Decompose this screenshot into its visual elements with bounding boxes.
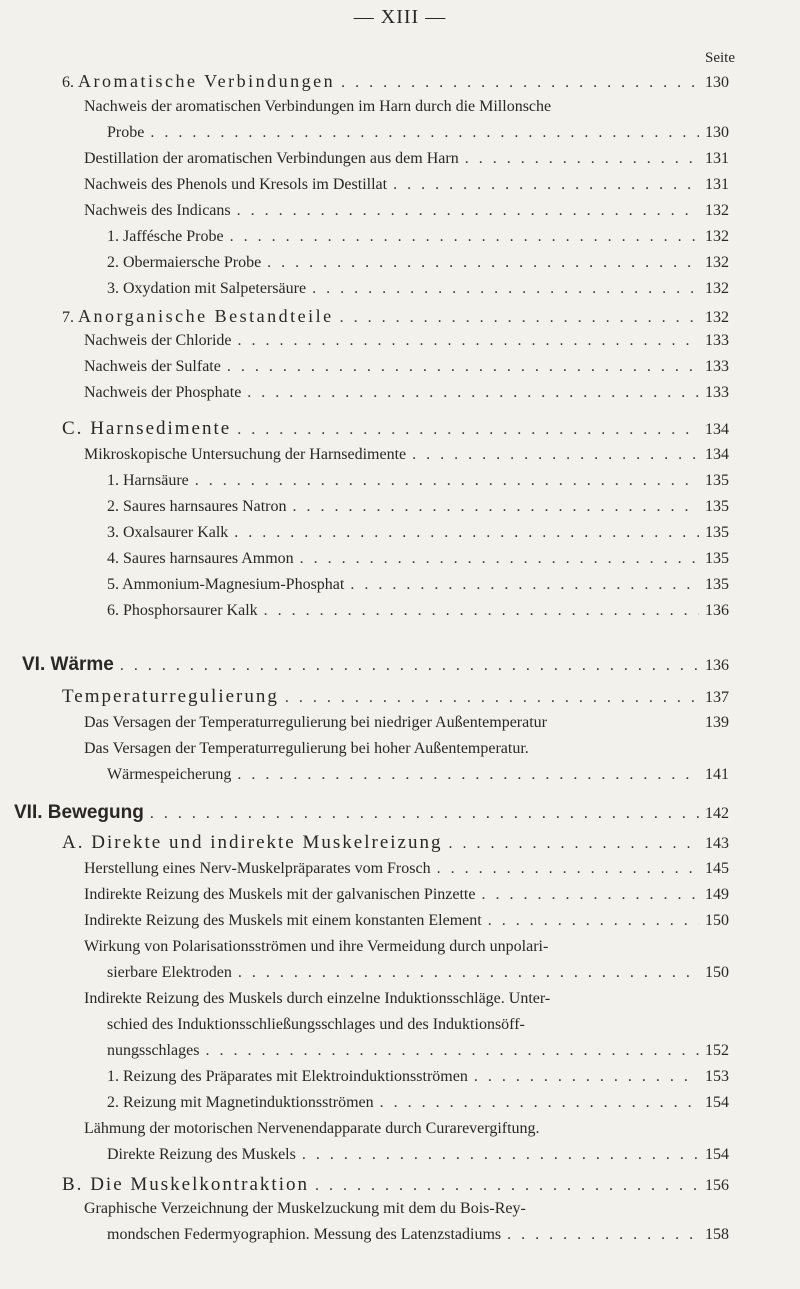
entry-label: Nachweis der Phosphate	[84, 384, 242, 401]
toc-entry	[84, 446, 735, 464]
leader-dots	[237, 421, 699, 439]
section-title: Temperaturregulierung	[62, 686, 279, 707]
toc-entry	[107, 228, 735, 246]
entry-continuation: schied des Induktionsschließungsschlages und des Induktionsöff-	[107, 1016, 525, 1033]
entry-number: 1.	[107, 228, 119, 245]
page-number: 135	[705, 550, 729, 567]
toc-entry	[107, 1146, 735, 1164]
toc-entry	[107, 498, 735, 516]
leader-dots	[285, 689, 699, 707]
entry-continuation: Das Versagen der Temperaturregulierung bei hoher Außentemperatur.	[84, 740, 529, 757]
entry-label: Herstellung eines Nerv-Muskelpräparates vom Frosch	[84, 860, 431, 877]
leader-dots	[437, 860, 699, 878]
entry-label: Nachweis des Indicans	[84, 202, 231, 219]
leader-dots	[340, 309, 699, 327]
entry-label: Saures harnsaures Natron	[123, 498, 287, 515]
toc-entry	[107, 524, 735, 542]
entry-label: Wärmespeicherung	[107, 766, 232, 783]
page-number: 158	[705, 1226, 729, 1243]
leader-dots	[488, 912, 699, 930]
leader-dots	[267, 254, 699, 272]
page-column-label: Seite	[705, 50, 735, 66]
page-number: 137	[705, 689, 729, 706]
entry-number: 2.	[107, 498, 119, 515]
page-number: 143	[705, 835, 729, 852]
page-number: 135	[705, 576, 729, 593]
entry-continuation: Graphische Verzeichnung der Muskelzuckung mit dem du Bois-Rey-	[84, 1200, 526, 1217]
entry-continuation: Indirekte Reizung des Muskels durch einzelne Induktionsschläge. Unter-	[84, 990, 551, 1007]
section-title: Direkte und indirekte Muskelreizung	[91, 832, 443, 853]
page-header: — XIII —	[353, 6, 447, 28]
toc-section	[62, 418, 735, 440]
leader-dots	[234, 524, 699, 542]
toc-entry	[107, 964, 735, 982]
entry-label: Probe	[107, 124, 145, 141]
leader-dots	[238, 332, 699, 350]
entry-label: Jaffésche Probe	[123, 228, 224, 245]
leader-dots	[237, 202, 699, 220]
entry-label: Anorganische Bestandteile	[78, 306, 334, 326]
page-number: 136	[705, 602, 729, 619]
page-number: 154	[705, 1146, 729, 1163]
toc-entry	[84, 202, 735, 220]
entry-number: 2.	[107, 1094, 119, 1111]
page-number: 156	[705, 1177, 729, 1194]
toc-entry	[107, 602, 735, 620]
entry-label: Das Versagen der Temperaturregulierung bei niedriger Außentemperatur	[84, 714, 547, 731]
toc-entry	[84, 384, 735, 402]
toc-section	[62, 832, 735, 854]
entry-continuation: Lähmung der motorischen Nervenendapparate durch Curarevergiftung.	[84, 1120, 540, 1137]
entry-label: Mikroskopische Untersuchung der Harnsedimente	[84, 446, 407, 463]
leader-dots	[465, 150, 699, 168]
toc-entry	[84, 860, 735, 878]
entry-number: 3.	[107, 524, 119, 541]
leader-dots	[312, 280, 699, 298]
leader-dots	[247, 384, 699, 402]
entry-label: Destillation der aromatischen Verbindungen aus dem Harn	[84, 150, 459, 167]
page-number: 132	[705, 228, 729, 245]
leader-dots	[300, 550, 699, 568]
toc-entry	[107, 1094, 735, 1112]
toc-chapter	[22, 654, 735, 676]
leader-dots	[341, 74, 699, 92]
entry-label: Direkte Reizung des Muskels	[107, 1146, 296, 1163]
toc-entry	[84, 912, 735, 930]
entry-label: Harnsäure	[123, 472, 189, 489]
chapter-title: Wärme	[50, 654, 114, 675]
leader-dots	[195, 472, 699, 490]
page-number: 133	[705, 384, 729, 401]
toc-entry	[107, 254, 735, 272]
page-number: 136	[705, 657, 729, 674]
toc-entry	[84, 332, 735, 350]
leader-dots	[227, 358, 699, 376]
toc-entry	[107, 280, 735, 298]
leader-dots	[302, 1146, 699, 1164]
entry-label: sierbare Elektroden	[107, 964, 232, 981]
leader-dots	[150, 805, 699, 823]
leader-dots	[315, 1177, 699, 1195]
entry-label: Saures harnsaures Ammon	[123, 550, 294, 567]
entry-number: 6.	[62, 74, 74, 91]
entry-number: 1.	[107, 1068, 119, 1085]
page-number: 131	[705, 176, 729, 193]
page-number: 153	[705, 1068, 729, 1085]
page-number: 135	[705, 498, 729, 515]
page-number: 141	[705, 766, 729, 783]
page-number: 134	[705, 446, 729, 463]
leader-dots	[474, 1068, 699, 1086]
leader-dots	[120, 657, 699, 675]
leader-dots	[237, 766, 699, 784]
entry-label: Nachweis der Sulfate	[84, 358, 221, 375]
section-letter: B.	[62, 1174, 84, 1195]
leader-dots	[150, 124, 699, 142]
page-number: 130	[705, 124, 729, 141]
leader-dots	[380, 1094, 699, 1112]
entry-number: 3.	[107, 280, 119, 297]
entry-label: Indirekte Reizung des Muskels mit der galvanischen Pinzette	[84, 886, 476, 903]
entry-number: 1.	[107, 472, 119, 489]
page-number: 142	[705, 805, 729, 822]
toc-section	[62, 686, 735, 708]
leader-dots	[293, 498, 700, 516]
entry-label: Indirekte Reizung des Muskels mit einem konstanten Element	[84, 912, 482, 929]
page-number: 135	[705, 524, 729, 541]
toc-entry	[107, 766, 735, 784]
toc-entry	[84, 176, 735, 194]
entry-continuation: Nachweis der aromatischen Verbindungen im Harn durch die Millonsche	[84, 98, 552, 115]
chapter-number: VI.	[22, 654, 46, 675]
entry-label: Nachweis des Phenols und Kresols im Destillat	[84, 176, 388, 193]
section-title: Harnsedimente	[90, 418, 232, 439]
toc-entry	[107, 550, 735, 568]
entry-label: Aromatische Verbindungen	[78, 71, 336, 91]
leader-dots	[238, 964, 699, 982]
section-title: Die Muskelkontraktion	[90, 1174, 309, 1195]
leader-dots	[507, 1226, 699, 1244]
toc-chapter	[14, 802, 735, 824]
entry-label: Reizung mit Magnetinduktionsströmen	[123, 1094, 374, 1111]
toc-entry	[107, 1226, 735, 1244]
entry-label: Oxalsaurer Kalk	[123, 524, 229, 541]
page-number: 150	[705, 964, 729, 981]
toc-entry	[84, 358, 735, 376]
toc-entry	[84, 150, 735, 168]
section-letter: A.	[62, 832, 85, 853]
page-number: 133	[705, 358, 729, 375]
entry-label: Phosphorsaurer Kalk	[123, 602, 258, 619]
entry-label: Obermaiersche Probe	[123, 254, 262, 271]
page-number: 150	[705, 912, 729, 929]
entry-label: Nachweis der Chloride	[84, 332, 232, 349]
entry-label: mondschen Federmyographion. Messung des Latenzstadiums	[107, 1226, 502, 1243]
chapter-number: VII.	[14, 802, 43, 823]
entry-continuation: Wirkung von Polarisationsströmen und ihre Vermeidung durch unpolari-	[84, 938, 549, 955]
page-number: 134	[705, 421, 729, 438]
entry-label: Oxydation mit Salpetersäure	[123, 280, 307, 297]
page-number: 145	[705, 860, 729, 877]
leader-dots	[393, 176, 699, 194]
toc-entry	[107, 1068, 735, 1086]
toc-entry	[107, 124, 735, 142]
leader-dots	[412, 446, 699, 464]
toc-entry	[84, 886, 735, 904]
entry-label: nungsschlages	[107, 1042, 200, 1059]
chapter-title: Bewegung	[47, 802, 144, 823]
entry-number: 7.	[62, 309, 74, 326]
toc-entry	[62, 306, 735, 327]
page-number: 132	[705, 309, 729, 326]
leader-dots	[205, 1042, 699, 1060]
entry-number: 4.	[107, 550, 119, 567]
leader-dots	[350, 576, 699, 594]
toc-entry	[107, 1042, 735, 1060]
leader-dots	[481, 886, 699, 904]
leader-dots	[448, 835, 699, 853]
page-number: 133	[705, 332, 729, 349]
page-number: 139	[705, 714, 729, 731]
section-letter: C.	[62, 418, 84, 439]
page-number: 149	[705, 886, 729, 903]
entry-label: Reizung des Präparates mit Elektroinduktionsströmen	[123, 1068, 468, 1085]
page-number: 152	[705, 1042, 729, 1059]
leader-dots	[264, 602, 699, 620]
page-number: 132	[705, 280, 729, 297]
toc-entry	[107, 576, 735, 594]
page-number: 154	[705, 1094, 729, 1111]
toc-entry	[62, 71, 735, 92]
page-number: 131	[705, 150, 729, 167]
leader-dots	[230, 228, 699, 246]
toc-entry	[84, 714, 735, 732]
entry-label: Ammonium-Magnesium-Phosphat	[122, 576, 345, 593]
page-number: 132	[705, 254, 729, 271]
entry-number: 6.	[107, 602, 119, 619]
page-number: 132	[705, 202, 729, 219]
page-number: 135	[705, 472, 729, 489]
page-number: 130	[705, 74, 729, 91]
toc-entry	[107, 472, 735, 490]
entry-number: 5.	[107, 576, 119, 593]
entry-number: 2.	[107, 254, 119, 271]
toc-section	[62, 1174, 735, 1196]
